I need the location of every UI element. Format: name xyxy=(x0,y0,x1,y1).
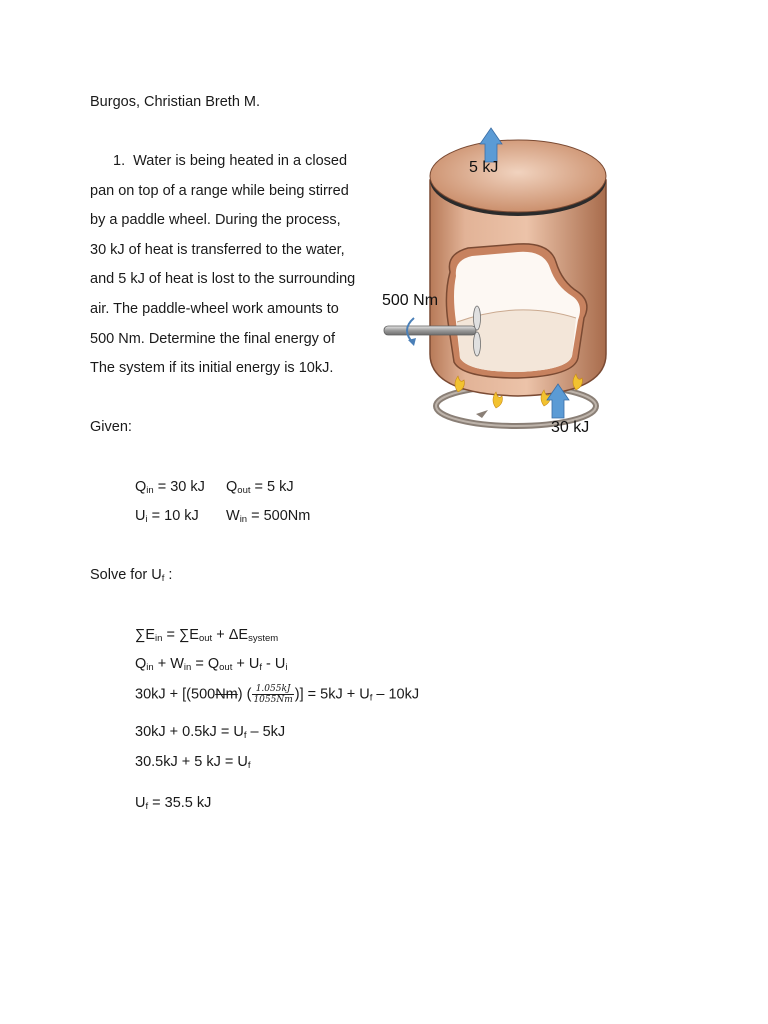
final-answer: $U_f = 35.5$ kJ xyxy=(135,795,212,812)
equation-substituted: 30kJ + [(500Nm) ( $\frac{1.055kJ}{1055Nm}$ )] = $5kJ + U_f - 10kJ$ xyxy=(135,684,420,705)
solve-heading: Solve for $U_f$ : xyxy=(90,567,173,584)
problem-line: by a paddle wheel. During the process, xyxy=(90,212,341,229)
given-q-in: $Q_{in} = 30$ kJ xyxy=(135,479,205,496)
problem-line: The system if its initial energy is 10kJ. xyxy=(90,360,334,377)
problem-line: pan on top of a range while being stirred xyxy=(90,182,349,199)
unit-conversion-fraction: $\frac{1.055kJ}{1055Nm}$ xyxy=(253,684,293,705)
problem-line: 500 Nm. Determine the final energy of xyxy=(90,330,336,347)
heat-out-label: 5 kJ xyxy=(469,159,499,176)
equation-expanded: $Q_{in} + W_{in} = Q_{out} + U_f - U_i$ xyxy=(135,656,288,673)
heat-in-label: 30 kJ xyxy=(551,419,590,436)
equation-energy-balance: $\sum E_{in} = \sum E_{out} + \Delta E_{system}$ xyxy=(135,627,279,644)
problem-line xyxy=(90,150,380,180)
heated-pan-diagram xyxy=(378,122,628,440)
given-q-out: $Q_{out} = 5$ kJ xyxy=(226,479,294,496)
given-w-in: $W_{in} = 500Nm$ xyxy=(226,508,311,525)
problem-number: 1. xyxy=(113,153,126,169)
problem-line: air. The paddle-wheel work amounts to xyxy=(90,300,339,317)
given-heading: Given: xyxy=(90,419,132,435)
equation-step-2: 30.5kJ + 5 kJ = $U_f$ xyxy=(135,754,251,771)
equation-step-1: $30kJ + 0.5kJ = U_f - 5kJ$ xyxy=(135,724,286,741)
author-name: Burgos, Christian Breth M. xyxy=(90,94,261,110)
work-label: 500 Nm xyxy=(382,292,439,309)
problem-text: Water is being heated in a closed xyxy=(133,153,348,169)
problem-statement xyxy=(90,150,380,387)
problem-line: and 5 kJ of heat is lost to the surrounding xyxy=(90,271,356,288)
problem-line: 30 kJ of heat is transferred to the water, xyxy=(90,241,345,258)
given-u-i: $U_i = 10$ kJ xyxy=(135,508,199,525)
